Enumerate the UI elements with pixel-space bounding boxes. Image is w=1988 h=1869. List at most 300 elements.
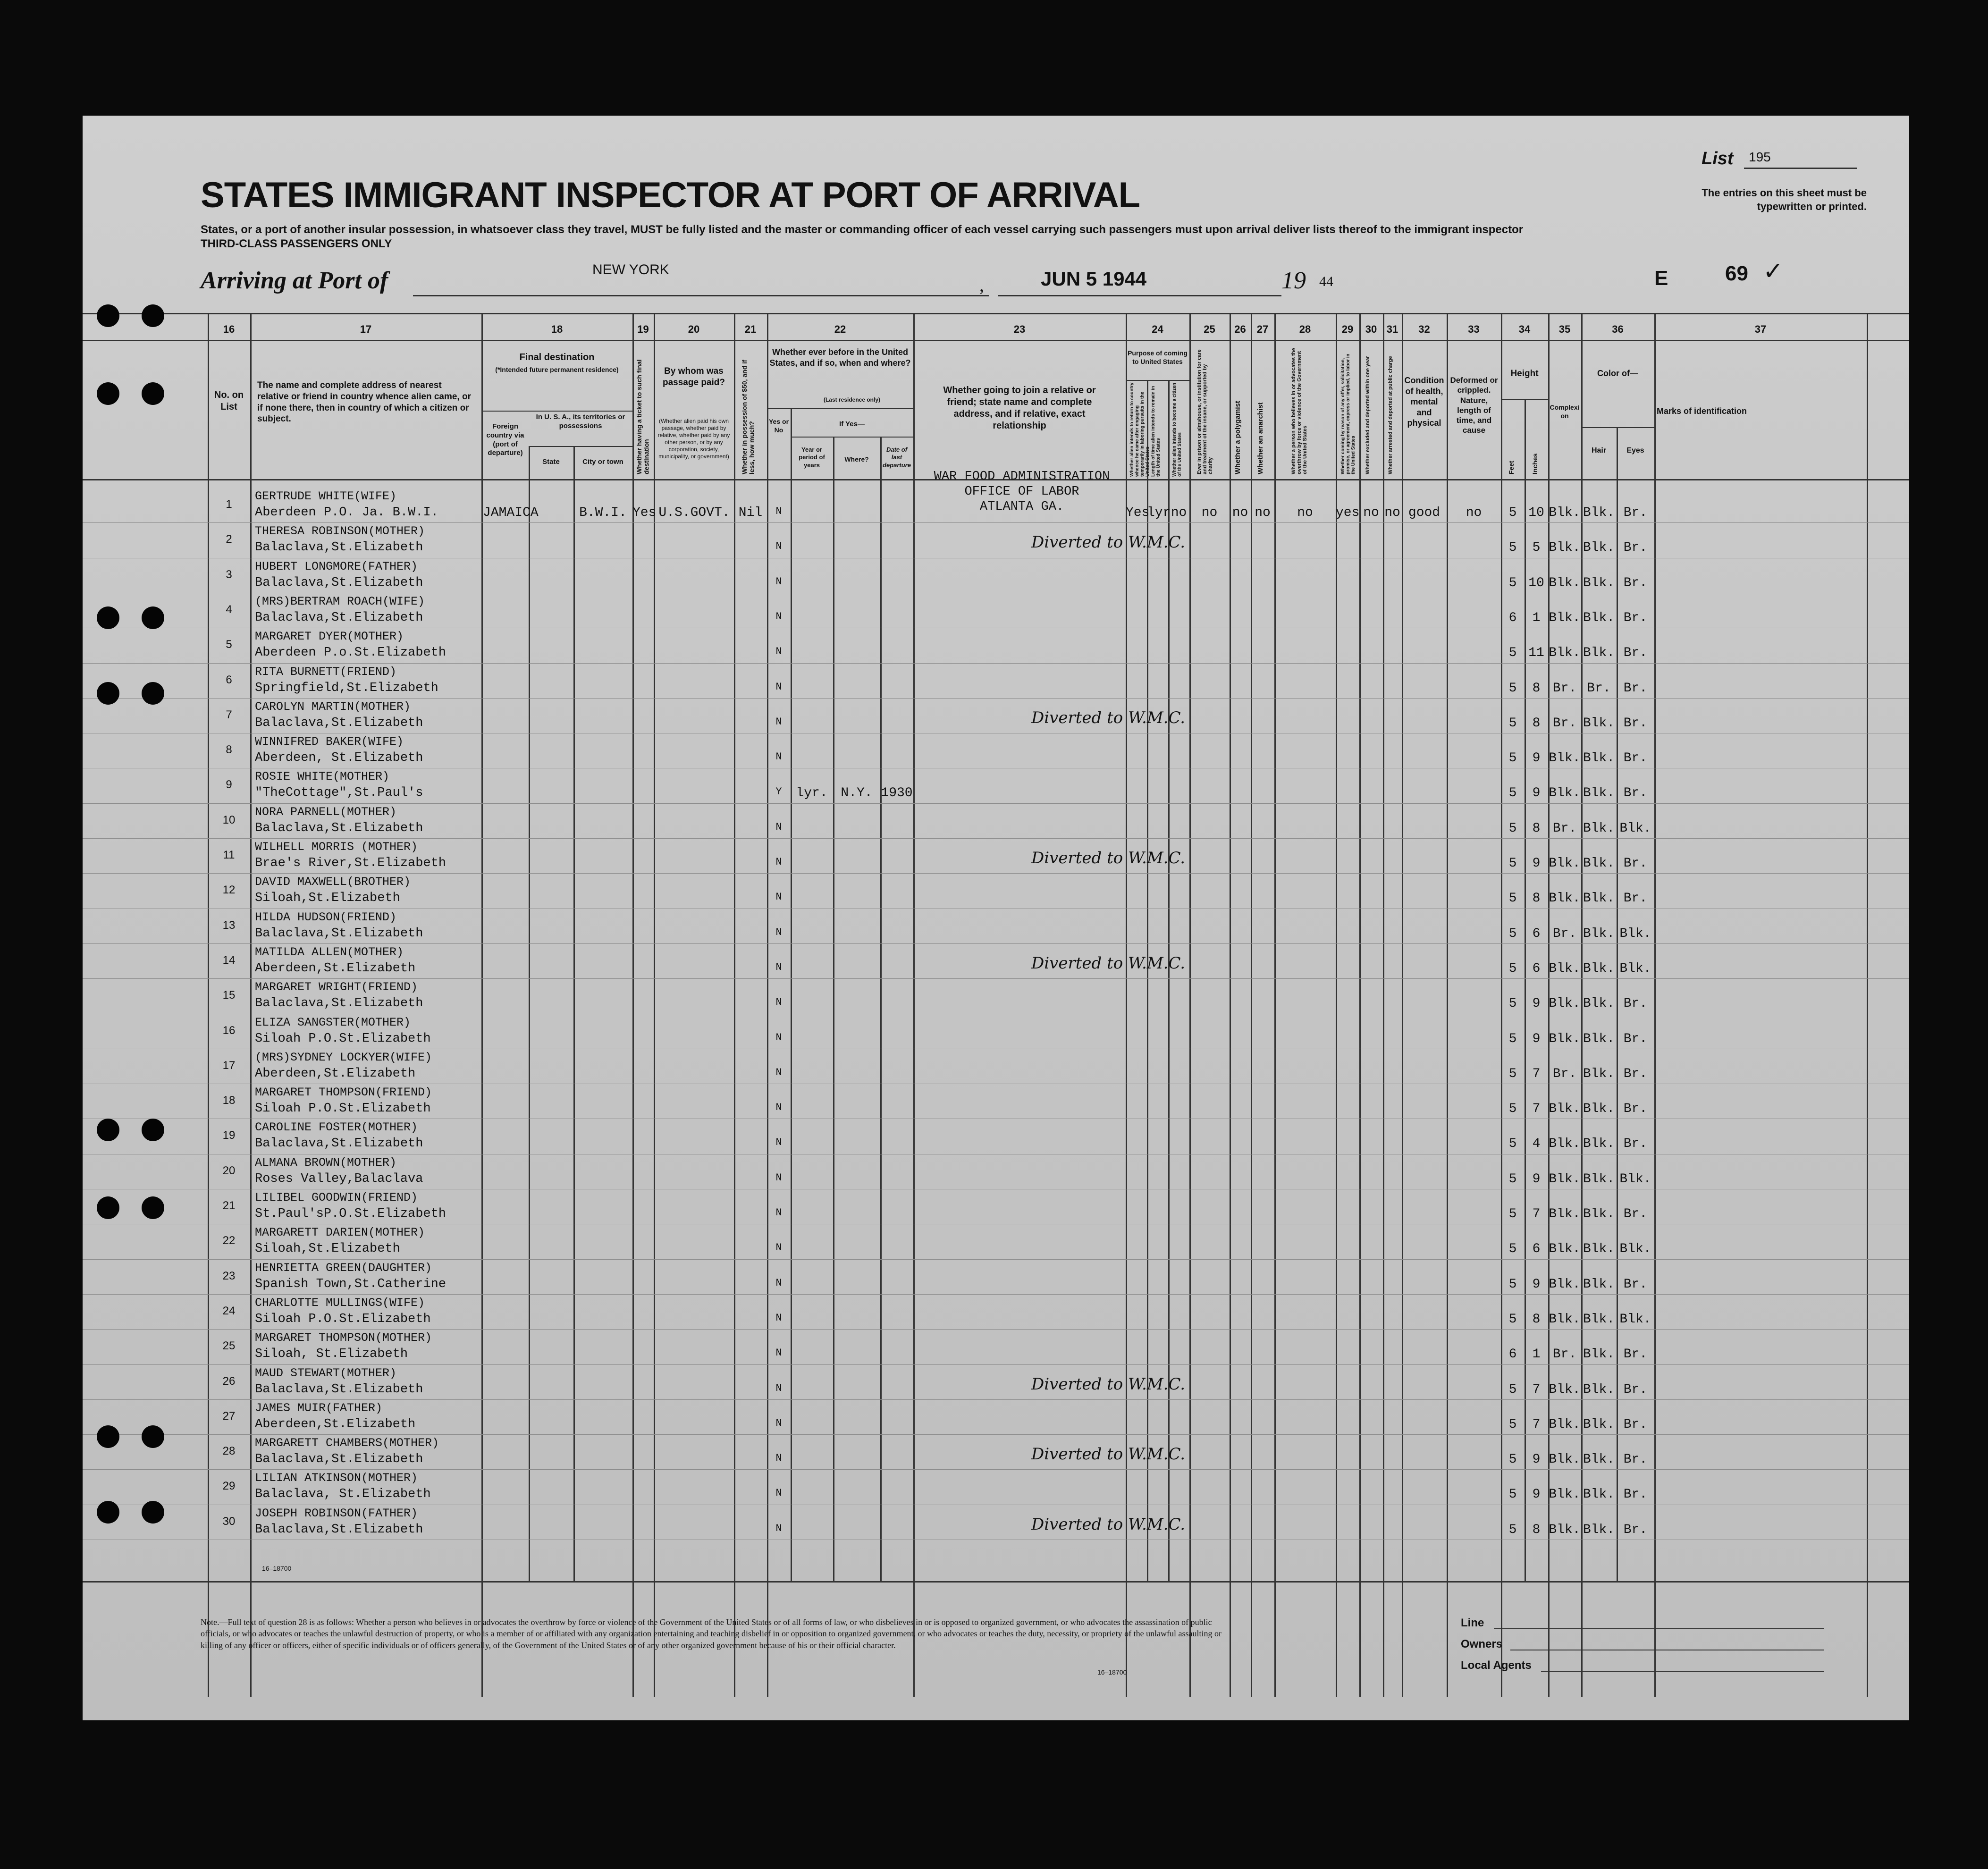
complexion: Blk. <box>1549 751 1581 766</box>
heading-city: City or town <box>582 458 623 466</box>
row-number: 6 <box>226 673 232 686</box>
height-inches: 7 <box>1532 1382 1541 1397</box>
row-number: 10 <box>222 813 236 826</box>
return-intent: Yes <box>1126 505 1150 520</box>
relative-address: Balaclava,St.Elizabeth <box>255 1137 423 1151</box>
complexion: Br. <box>1552 681 1577 696</box>
height-inches: 9 <box>1532 1031 1541 1046</box>
heading-yes-no: Yes or No <box>768 418 789 434</box>
height-feet: 5 <box>1508 856 1517 871</box>
eye-color: Br. <box>1623 1031 1648 1046</box>
before-in-us: N <box>775 1347 782 1359</box>
heading-purpose-c: Whether alien intends to become a citizen of the United States <box>1172 383 1182 477</box>
before-in-us: N <box>775 505 782 517</box>
height-feet: 5 <box>1508 1452 1517 1467</box>
complexion: Blk. <box>1549 646 1581 661</box>
row-rule <box>83 1434 1909 1435</box>
binder-hole <box>97 1119 119 1141</box>
binder-hole <box>142 682 164 705</box>
row-rule <box>83 663 1909 664</box>
eye-color: Blk. <box>1619 926 1651 941</box>
relative-name: MAUD STEWART(MOTHER) <box>255 1366 397 1380</box>
height-feet: 5 <box>1508 540 1517 556</box>
height-feet: 6 <box>1508 610 1517 625</box>
before-in-us: N <box>775 1207 782 1219</box>
relative-address: Springfield,St.Elizabeth <box>255 681 438 695</box>
eye-color: Br. <box>1623 1102 1648 1117</box>
heading-prison: Ever in prison or almshouse, or institution for care and treatment of the insane, or supported by charity <box>1196 349 1214 474</box>
before-in-us: N <box>775 1277 782 1289</box>
list-number: 195 <box>1749 150 1771 164</box>
hair-color: Blk. <box>1583 996 1615 1011</box>
row-rule <box>83 1399 1909 1400</box>
row-number: 9 <box>226 778 232 791</box>
heading-hair: Hair <box>1591 446 1607 455</box>
height-inches: 6 <box>1532 961 1541 976</box>
height-inches: 11 <box>1528 646 1544 661</box>
relative-name: MARGARET THOMPSON(MOTHER) <box>255 1331 432 1345</box>
hair-color: Blk. <box>1583 1347 1615 1362</box>
heading-q30: Whether excluded and deported within one year <box>1365 356 1371 474</box>
heading-anarchist: Whether an anarchist <box>1256 402 1264 474</box>
handwritten-annotation: Diverted to W.M.C. <box>1031 849 1186 867</box>
height-inches: 8 <box>1532 1522 1541 1537</box>
eye-color: Br. <box>1623 856 1648 871</box>
complexion: Blk. <box>1549 1312 1581 1327</box>
binder-hole <box>97 304 119 327</box>
height-inches: 10 <box>1528 505 1544 520</box>
relative-name: MARGARETT DARIEN(MOTHER) <box>255 1226 425 1240</box>
height-feet: 5 <box>1508 926 1517 941</box>
relative-address: Siloah,St.Elizabeth <box>255 1242 400 1256</box>
height-inches: 9 <box>1532 1452 1541 1467</box>
row-number: 4 <box>226 603 232 616</box>
relative-address: Aberdeen,St.Elizabeth <box>255 961 416 976</box>
heading-polygamist: Whether a polygamist <box>1234 401 1242 474</box>
eye-color: Br. <box>1623 996 1648 1011</box>
deformed: no <box>1466 505 1482 520</box>
complexion: Blk. <box>1549 1207 1581 1221</box>
before-in-us: N <box>775 1312 782 1324</box>
relative-address: Balaclava,St.Elizabeth <box>255 575 423 590</box>
health: good <box>1408 505 1440 520</box>
year-prefix: 19 <box>1281 267 1306 294</box>
complexion: Blk. <box>1549 610 1581 625</box>
col-36: 36 <box>1612 323 1624 335</box>
col-26: 26 <box>1234 323 1246 335</box>
complexion: Blk. <box>1549 1487 1581 1502</box>
before-in-us: N <box>775 540 782 553</box>
relative-name: WINNIFRED BAKER(WIFE) <box>255 735 404 749</box>
heading-before-usa: Whether ever before in the United States, and if so, when and where? <box>769 347 911 368</box>
hair-color: Blk. <box>1583 1102 1615 1117</box>
binder-hole <box>142 1501 164 1524</box>
height-feet: 5 <box>1508 996 1517 1011</box>
handwritten-annotation: Diverted to W.M.C. <box>1031 708 1186 727</box>
dest-city: B.W.I. <box>579 505 627 520</box>
hair-color: Blk. <box>1583 1242 1615 1257</box>
line-label: Line <box>1461 1616 1484 1629</box>
passage-paid-by: U.S.GOVT. <box>658 505 730 520</box>
row-rule <box>83 803 1909 804</box>
entries-note: The entries on this sheet must be typewritten or printed. <box>1702 187 1867 212</box>
before-in-us: N <box>775 996 782 1009</box>
col-33: 33 <box>1468 323 1480 335</box>
relative-address: Siloah P.O.St.Elizabeth <box>255 1312 431 1326</box>
heading-joining: Whether going to join a relative or friend; state name and complete address, and if relative, exact relationship <box>943 385 1096 431</box>
row-number: 16 <box>222 1024 236 1037</box>
row-rule <box>83 1469 1909 1470</box>
col-34: 34 <box>1518 323 1531 335</box>
hair-color: Blk. <box>1583 540 1615 556</box>
joining-relative-line: OFFICE OF LABOR <box>964 485 1079 499</box>
row-number: 1 <box>226 498 232 511</box>
relative-address: Balaclava,St.Elizabeth <box>255 996 423 1011</box>
height-inches: 7 <box>1532 1066 1541 1081</box>
col-17: 17 <box>360 323 372 335</box>
hair-color: Blk. <box>1583 575 1615 590</box>
col-23: 23 <box>1013 323 1026 335</box>
before-in-us: N <box>775 1242 782 1254</box>
row-number: 26 <box>222 1374 236 1388</box>
row-rule <box>83 873 1909 874</box>
col-25: 25 <box>1204 323 1215 335</box>
hair-color: Blk. <box>1583 891 1615 906</box>
complexion: Blk. <box>1549 505 1581 520</box>
before-in-us: N <box>775 681 782 693</box>
handwritten-annotation: Diverted to W.M.C. <box>1031 1445 1186 1464</box>
relative-name: HILDA HUDSON(FRIEND) <box>255 910 397 924</box>
heading-state: State <box>542 458 560 466</box>
relative-name: HUBERT LONGMORE(FATHER) <box>255 559 418 573</box>
height-inches: 8 <box>1532 821 1541 836</box>
eye-color: Br. <box>1623 716 1648 731</box>
before-in-us: N <box>775 1382 782 1394</box>
col-24: 24 <box>1152 323 1163 335</box>
binder-hole <box>97 682 119 705</box>
height-inches: 9 <box>1532 856 1541 871</box>
hair-color: Blk. <box>1583 505 1615 520</box>
complexion: Blk. <box>1549 1137 1581 1152</box>
eye-color: Br. <box>1623 1277 1648 1292</box>
complexion: Blk. <box>1549 1242 1581 1257</box>
binder-hole <box>97 1425 119 1448</box>
eye-color: Blk. <box>1619 961 1651 976</box>
height-feet: 5 <box>1508 505 1517 520</box>
complexion: Br. <box>1552 821 1577 836</box>
row-rule <box>83 943 1909 944</box>
height-feet: 5 <box>1508 575 1517 590</box>
row-number: 23 <box>222 1269 236 1282</box>
hair-color: Blk. <box>1583 961 1615 976</box>
hair-color: Blk. <box>1583 1207 1615 1221</box>
relative-name: MARGARET WRIGHT(FRIEND) <box>255 980 418 994</box>
heading-in-usa: In U. S. A., its territories or possessions <box>536 413 625 430</box>
height-feet: 5 <box>1508 1031 1517 1046</box>
height-feet: 5 <box>1508 1277 1517 1292</box>
eye-color: Br. <box>1623 1347 1648 1362</box>
handwritten-annotation: Diverted to W.M.C. <box>1031 1374 1186 1394</box>
row-rule <box>83 838 1909 839</box>
labor-offer: yes <box>1336 505 1360 520</box>
height-feet: 5 <box>1508 646 1517 661</box>
relative-address: Balaclava, St.Elizabeth <box>255 1487 431 1502</box>
hair-color: Blk. <box>1583 856 1615 871</box>
prison-almshouse: no <box>1201 505 1218 520</box>
relative-name: ALMANA BROWN(MOTHER) <box>255 1155 397 1170</box>
row-number: 3 <box>226 568 232 581</box>
hair-color: Blk. <box>1583 1417 1615 1432</box>
heading-nearest-relative: The name and complete address of nearest relative or friend in country whence alien came, or if none there, then in country of which a citizen or subject. <box>257 380 471 424</box>
form-code-footer: 16–18700 <box>1097 1668 1127 1676</box>
row-number: 30 <box>222 1515 236 1528</box>
col-21: 21 <box>744 323 757 335</box>
before-in-us: N <box>775 575 782 588</box>
footnote-question-28: Note.—Full text of question 28 is as follows: Whether a person who believes in or advocates the overthrow by force or violence of the Government of the United States or of all forms of law, or who disbelieves in or is opposed to organized government, or who advocates the assassination of public officials, or who advocates or teaches the unlawful destruction of property, or who is a member of or affiliated with any organization entertaining and teaching disbelief in or opposition to organized government, or who advocates or teaches the duty, necessity, or propriety of the unlawful assaulting or killing of any officer or officers, either of specific individuals or of officers generally, of the Government of the United States or of any other organized government because of his or their official character. <box>201 1617 1222 1650</box>
before-in-us: N <box>775 1487 782 1499</box>
col-29: 29 <box>1341 323 1354 335</box>
heading-deformed: Deformed or crippled. Nature, length of time, and cause <box>1450 376 1498 435</box>
col-19: 19 <box>637 323 649 335</box>
before-in-us: N <box>775 961 782 973</box>
height-inches: 8 <box>1532 681 1541 696</box>
hair-color: Blk. <box>1583 1277 1615 1292</box>
height-feet: 5 <box>1508 1312 1517 1327</box>
height-feet: 5 <box>1508 1171 1517 1187</box>
handwritten-annotation: Diverted to W.M.C. <box>1031 533 1186 552</box>
arriving-label: Arriving at Port of <box>201 267 388 294</box>
relative-address: Balaclava,St.Elizabeth <box>255 1452 423 1467</box>
relative-name: MARGARET DYER(MOTHER) <box>255 630 404 644</box>
heading-purpose: Purpose of coming to United States <box>1128 349 1188 365</box>
row-number: 7 <box>226 708 232 721</box>
manifest-sheet: List 195 The entries on this sheet must be typewritten or printed. STATES IMMIGRANT INSPECTOR AT PORT OF ARRIVAL States, or a port of another insular possession, in whatsoever class they travel, MUST be fully listed and the master or commanding officer of each vessel carrying such passengers must upon arrival deliver lists thereof to the immigrant inspector THIRD-CLASS PASSENGERS ONLY Arriving at Port of NEW YORK , JUN 5 1944 19 44 E 69 ✓ 16 17 18 19 20 21 22 23 24 25 26 27 28 29 30 31 32 33 34 35 36 37 No. on List The name and complete address of nearest relative or friend in country whence alien came, or if none there, then in country of which a citizen or subject. Final destination (*Intended future permanent residence) Foreign country via (port of departure) In U. S. A., its territories or possessions State City or town Whether having a ticket to such final destination By whom was passage paid? (Whether alien paid his own passage, whether paid by relative, whether paid by any other person, or by any corporation, society, municipality, or government) Whether in possession of $50, and if less, how much? Whether ever before in the United States, and if so, when and where? (Last residence only) If Yes— Yes or No Year or period of years Where? Date of last departure Whether going to join a relative or friend; state name and complete address, and if relative, exact relationship Purpose of coming to United States Whether alien intends to return to country whence he came after engaging temporarily in laboring pursuits in the United States Length of time alien intends to remain in the United States Whether alien intends to become a citizen of the United States Ever in prison or almshouse, or institution for care and treatment of the insane, or supported by charity Whether a polygamist Whether an anarchist Whether a person who believes in or advocates the overthrow by force or violence of the Government of the United States Whether coming by reason of any offer, solicitation, promise, or agreement, express or implied, to labor in the United States Whether excluded and deported within one year Whether arrested and deported at public charge Condition of health, mental and physical Deformed or crippled. Nature, length of time, and cause Height Feet Inches Complexion Color of— Hair Eyes Marks of identification GERTRUDE WHITE(WIFE) Aberdeen P.O. Ja. B.W.I. 1 JAMAICA B.W.I. Yes U.S.GOVT. Nil N Yes lyr no no no no no yes no no good no 5 10 Blk. Blk. Br. WAR FOOD ADMINISTRATION OFFICE OF LABOR ATLANTA GA. THERESA ROBINSON(MOTHER) Balaclava,St.Elizabeth 2 N 5 5 Blk. Blk. Br. Diverted to W.M.C. HUBERT LONGMORE(FATHER) Balaclava,St.Elizabeth 3 N 5 10 Blk. Blk. Br. (MRS)BERTRAM ROACH(WIFE) Balaclava,St.Elizabeth 4 N 6 1 Blk. Blk. Br. MARGARET DYER(MOTHER) Aberdeen P.o.St.Elizabeth 5 N 5 11 Blk. Blk. Br. RITA BURNETT(FRIEND) Springfield,St.Elizabeth 6 N 5 8 Br. Br. Br. CAROLYN MARTIN(MOTHER) Balaclava,St.Elizabeth 7 N 5 8 Br. Blk. Br. Diverted to W.M.C. WINNIFRED BAKER(WIFE) Aberdeen, St.Elizabeth 8 N 5 9 Blk. Blk. Br. ROSIE WHITE(MOTHER) "TheCottage",St.Paul's 9 Y lyr. N.Y. 1930 5 9 Blk. Blk. Br. NORA PARNELL(MOTHER) Balaclava,St.Elizabeth 10 N 5 8 Br. Blk. Blk. WILHELL MORRIS (MOTHER) Brae's River,St.Elizabeth 11 N 5 9 Blk. Blk. Br. Diverted to W.M.C. DAVID MAXWELL(BROTHER) Siloah,St.Elizabeth 12 N 5 8 Blk. Blk. Br. HILDA HUDSON(FRIEND) Balaclava,St.Elizabeth 13 N 5 6 Br. Blk. Blk. MATILDA ALLEN(MOTHER) Aberdeen,St.Elizabeth 14 N 5 6 Blk. Blk. Blk. Diverted to W.M.C. MARGARET WRIGHT(FRIEND) Balaclava,St.Elizabeth 15 N 5 9 Blk. Blk. Br. ELIZA SANGSTER(MOTHER) Siloah P.O.St.Elizabeth 16 N 5 9 Blk. Blk. Br. (MRS)SYDNEY LOCKYER(WIFE) Aberdeen,St.Elizabeth 17 N 5 7 Br. Blk. Br. MARGARET THOMPSON(FRIEND) Siloah P.O.St.Elizabeth 18 N 5 7 Blk. Blk. Br. CAROLINE FOSTER(MOTHER) Balaclava,St.Elizabeth 19 N 5 4 Blk. Blk. Br. ALMANA BROWN(MOTHER) Roses Valley,Balaclava 20 N 5 9 Blk. Blk. Blk. LILIBEL GOODWIN(FRIEND) St.Paul'sP.O.St.Elizabeth 21 N 5 7 Blk. Blk. Br. MARGARETT DARIEN(MOTHER) Siloah,St.Elizabeth 22 N 5 6 Blk. Blk. Blk. HENRIETTA GREEN(DAUGHTER) Spanish Town,St.Catherine 23 N 5 9 Blk. Blk. Br. CHARLOTTE MULLINGS(WIFE) Siloah P.O.St.Elizabeth 24 N 5 8 Blk. Blk. Blk. MARGARET THOMPSON(MOTHER) Siloah, St.Elizabeth 25 N 6 1 Br. Blk. Br. MAUD STEWART(MOTHER) Balaclava,St.Elizabeth 26 N 5 7 Blk. Blk. Br. Diverted to W.M.C. JAMES MUIR(FATHER) Aberdeen,St.Elizabeth 27 N 5 7 Blk. Blk. Br. MARGARETT CHAMBERS(MOTHER) Balaclava,St.Elizabeth 28 N 5 9 Blk. Blk. Br. Diverted to W.M.C. LILIAN ATKINSON(MOTHER) Balaclava, St.Elizabeth 29 N 5 9 Blk. Blk. Br. JOSEPH ROBINSON(FATHER) Balaclava,St.Elizabeth 30 N 5 8 Blk. Blk. Br. Diverted to W.M.C. 16–18700 Note.—Full text of question 28 is as follows: Whether a person who believes in or advocates the overthrow by force or violence of the Government of the United States or of all forms of law, or who disbelieves in or is opposed to organized government, or who advocates the assassination of public officials, or who advocates or teaches the unlawful destruction of property, or who is a member of or affiliated with any organization entertaining and teaching disbelief in or opposition to organized government, or who advocates or teaches the duty, necessity, or propriety of the unlawful assaulting or killing of any officer or officers, either of specific individuals or of officers generally, of the Government of the United States or of any other organized government because of his or their official character. 16–18700 Line Owners Local Agents <box>83 116 1909 1720</box>
binder-hole <box>142 606 164 629</box>
heading-last-residence: (Last residence only) <box>823 396 881 403</box>
row-number: 8 <box>226 743 232 757</box>
heading-no-on-list: No. on List <box>214 390 244 412</box>
binder-hole <box>142 1425 164 1448</box>
relative-name: (MRS)BERTRAM ROACH(WIFE) <box>255 594 425 608</box>
eye-color: Br. <box>1623 646 1648 661</box>
col-35: 35 <box>1558 323 1571 335</box>
relative-name: CAROLYN MARTIN(MOTHER) <box>255 699 411 714</box>
eye-color: Br. <box>1623 540 1648 556</box>
relative-name: THERESA ROBINSON(MOTHER) <box>255 524 425 539</box>
relative-name: NORA PARNELL(MOTHER) <box>255 805 397 819</box>
height-inches: 7 <box>1532 1417 1541 1432</box>
owners-label: Owners <box>1461 1638 1503 1650</box>
height-inches: 9 <box>1532 1171 1541 1187</box>
before-in-us: N <box>775 716 782 728</box>
height-inches: 4 <box>1532 1137 1541 1152</box>
page-code: E <box>1654 267 1668 290</box>
height-feet: 5 <box>1508 1207 1517 1221</box>
header-passenger-class: THIRD-CLASS PASSENGERS ONLY <box>201 237 392 250</box>
last-departure: 1930 <box>881 786 913 801</box>
before-in-us: N <box>775 1417 782 1429</box>
before-in-us: N <box>775 1031 782 1044</box>
hair-color: Blk. <box>1583 751 1615 766</box>
hair-color: Br. <box>1587 681 1611 696</box>
relative-address: Roses Valley,Balaclava <box>255 1171 423 1186</box>
height-feet: 5 <box>1508 786 1517 801</box>
height-feet: 5 <box>1508 1137 1517 1152</box>
relative-address: Aberdeen, St.Elizabeth <box>255 751 423 766</box>
relative-address: Balaclava,St.Elizabeth <box>255 716 423 730</box>
header-subline: States, or a port of another insular possession, in whatsoever class they travel, MUST be fully listed and the master or commanding officer of each vessel carrying such passengers must upon arrival deliver lists thereof to the immigrant inspector <box>201 223 1524 236</box>
row-rule <box>83 1259 1909 1260</box>
heading-q28: Whether a person who believes in or advocates the overthrow by force or violence of the Government of the United States <box>1291 348 1308 474</box>
heading-foreign-country: Foreign country via (port of departure) <box>486 422 524 457</box>
relative-name: RITA BURNETT(FRIEND) <box>255 665 397 679</box>
handwritten-annotation: Diverted to W.M.C. <box>1031 953 1186 973</box>
complexion: Blk. <box>1549 540 1581 556</box>
complexion: Blk. <box>1549 1382 1581 1397</box>
hair-color: Blk. <box>1583 1522 1615 1537</box>
relative-address: Balaclava,St.Elizabeth <box>255 1382 423 1397</box>
before-in-us: N <box>775 926 782 938</box>
hair-color: Blk. <box>1583 1137 1615 1152</box>
height-feet: 5 <box>1508 1242 1517 1257</box>
list-label: List <box>1702 149 1734 168</box>
height-inches: 9 <box>1532 786 1541 801</box>
hair-color: Blk. <box>1583 646 1615 661</box>
heading-complexion: Complexion <box>1550 404 1580 420</box>
page-title: STATES IMMIGRANT INSPECTOR AT PORT OF ARRIVAL <box>201 175 1140 215</box>
complexion: Blk. <box>1549 786 1581 801</box>
col-31: 31 <box>1386 323 1398 335</box>
hair-color: Blk. <box>1583 1066 1615 1081</box>
hair-color: Blk. <box>1583 1312 1615 1327</box>
hair-color: Blk. <box>1583 1171 1615 1187</box>
heading-year-period: Year or period of years <box>799 446 825 469</box>
row-number: 22 <box>222 1234 236 1247</box>
height-inches: 6 <box>1532 1242 1541 1257</box>
binder-hole <box>142 1196 164 1219</box>
hair-color: Blk. <box>1583 821 1615 836</box>
row-number: 21 <box>222 1199 236 1212</box>
relative-address: Brae's River,St.Elizabeth <box>255 856 446 870</box>
anarchist: no <box>1255 505 1271 520</box>
heading-where: Where? <box>844 455 869 463</box>
port-name: NEW YORK <box>592 262 669 278</box>
where-in-us: N.Y. <box>841 786 873 801</box>
before-in-us: N <box>775 1522 782 1534</box>
eye-color: Br. <box>1623 1522 1648 1537</box>
col-20: 20 <box>688 323 700 335</box>
binder-hole <box>97 1501 119 1524</box>
money-possession: Nil <box>738 505 763 520</box>
height-inches: 6 <box>1532 926 1541 941</box>
complexion: Blk. <box>1549 856 1581 871</box>
binder-hole <box>142 304 164 327</box>
col-28: 28 <box>1299 323 1311 335</box>
before-in-us: N <box>775 646 782 658</box>
height-inches: 7 <box>1532 1102 1541 1117</box>
row-number: 18 <box>222 1094 236 1107</box>
check-mark-icon: ✓ <box>1763 258 1784 285</box>
complexion: Br. <box>1552 926 1577 941</box>
heading-feet: Feet <box>1508 461 1515 474</box>
before-in-us: N <box>775 891 782 903</box>
heading-q29: Whether coming by reason of any offer, solicitation, promise, or agreement, express or implied, to labor in the United States <box>1340 354 1356 474</box>
relative-name: DAVID MAXWELL(BROTHER) <box>255 875 411 889</box>
complexion: Blk. <box>1549 1031 1581 1046</box>
eye-color: Br. <box>1623 681 1648 696</box>
relative-name: CHARLOTTE MULLINGS(WIFE) <box>255 1296 425 1310</box>
row-number: 17 <box>222 1059 236 1072</box>
joining-relative-line: ATLANTA GA. <box>979 500 1064 514</box>
complexion: Br. <box>1552 716 1577 731</box>
heading-date-last: Date of last departure <box>883 446 911 469</box>
hair-color: Blk. <box>1583 926 1615 941</box>
relative-address: Balaclava,St.Elizabeth <box>255 926 423 941</box>
row-number: 14 <box>222 953 236 967</box>
height-inches: 10 <box>1528 575 1544 590</box>
height-feet: 5 <box>1508 1102 1517 1117</box>
relative-address: Siloah,St.Elizabeth <box>255 891 400 906</box>
row-rule <box>83 698 1909 699</box>
col-22: 22 <box>834 323 846 335</box>
relative-address: Balaclava,St.Elizabeth <box>255 540 423 555</box>
height-feet: 5 <box>1508 891 1517 906</box>
heading-possession: Whether in possession of $50, and if less, how much? <box>741 360 756 474</box>
eye-color: Blk. <box>1619 1242 1651 1257</box>
relative-address: Aberdeen,St.Elizabeth <box>255 1066 416 1081</box>
col-37: 37 <box>1754 323 1767 335</box>
relative-address: Aberdeen,St.Elizabeth <box>255 1417 416 1431</box>
row-number: 15 <box>222 989 236 1002</box>
row-number: 24 <box>222 1304 236 1317</box>
eye-color: Blk. <box>1619 821 1651 836</box>
heading-by-whom: By whom was passage paid? <box>663 366 725 387</box>
citizen-intent: no <box>1171 505 1187 520</box>
heading-health: Condition of health, mental and physical <box>1404 376 1444 428</box>
eye-color: Br. <box>1623 1382 1648 1397</box>
complexion: Blk. <box>1549 1171 1581 1187</box>
height-inches: 8 <box>1532 716 1541 731</box>
eye-color: Br. <box>1623 610 1648 625</box>
binder-hole <box>97 382 119 405</box>
height-inches: 1 <box>1532 610 1541 625</box>
deported: no <box>1384 505 1400 520</box>
relative-address: Siloah P.O.St.Elizabeth <box>255 1031 431 1046</box>
eye-color: Br. <box>1623 1137 1648 1152</box>
row-number: 19 <box>222 1129 236 1142</box>
complexion: Blk. <box>1549 996 1581 1011</box>
complexion: Blk. <box>1549 1102 1581 1117</box>
heading-final-destination: Final destination <box>519 352 595 362</box>
eye-color: Br. <box>1623 1487 1648 1502</box>
hair-color: Blk. <box>1583 1487 1615 1502</box>
binder-hole <box>142 382 164 405</box>
polygamist: no <box>1232 505 1248 520</box>
relative-name: JOSEPH ROBINSON(FATHER) <box>255 1506 418 1520</box>
relative-address: Balaclava,St.Elizabeth <box>255 821 423 835</box>
eye-color: Blk. <box>1619 1312 1651 1327</box>
height-feet: 5 <box>1508 1066 1517 1081</box>
handwritten-annotation: Diverted to W.M.C. <box>1031 1515 1186 1534</box>
before-in-us: N <box>775 751 782 763</box>
eye-color: Br. <box>1623 505 1648 520</box>
row-number: 28 <box>222 1445 236 1458</box>
relative-name: GERTRUDE WHITE(WIFE) <box>255 489 397 503</box>
height-inches: 9 <box>1532 1487 1541 1502</box>
relative-name: LILIAN ATKINSON(MOTHER) <box>255 1471 418 1485</box>
heading-color-of: Color of— <box>1597 369 1638 378</box>
hair-color: Blk. <box>1583 786 1615 801</box>
